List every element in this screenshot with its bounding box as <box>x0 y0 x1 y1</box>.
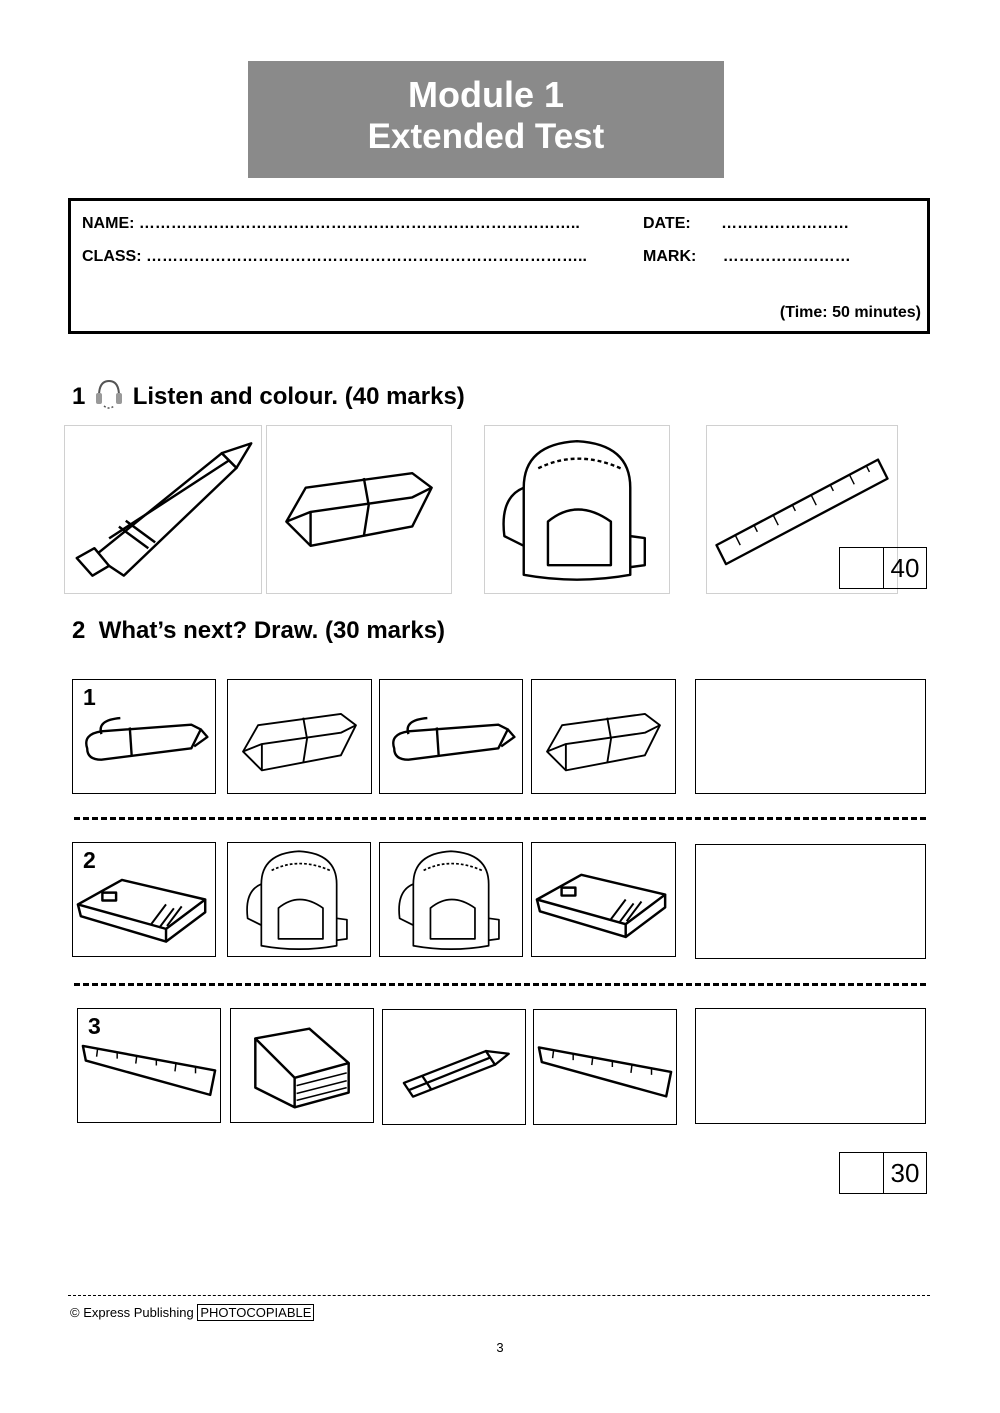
date-field[interactable]: …………………… <box>721 215 850 232</box>
headphones-icon <box>94 376 124 410</box>
row1-number: 1 <box>83 684 96 710</box>
row1-answer-box[interactable] <box>695 679 926 794</box>
photocopiable-label: PHOTOCOPIABLE <box>197 1304 314 1321</box>
exercise2-title: What’s next? Draw. (30 marks) <box>98 617 446 644</box>
exercise1-score-total: 40 <box>890 552 920 583</box>
row3-number: 3 <box>88 1013 101 1039</box>
exercise1-heading <box>72 376 465 411</box>
class-label: CLASS: <box>82 248 142 265</box>
student-info-box <box>68 198 930 334</box>
row1-cell4-rubber <box>531 679 676 794</box>
footer-divider <box>68 1295 930 1296</box>
copyright-text: © Express Publishing <box>70 1305 194 1320</box>
page-number: 3 <box>496 1340 504 1355</box>
row-divider <box>74 817 926 820</box>
row-divider <box>74 983 926 986</box>
exercise1-number: 1 <box>72 383 86 410</box>
row1-cell3-pen <box>379 679 523 794</box>
exercise2-score-total: 30 <box>890 1157 920 1188</box>
title-banner <box>248 61 724 178</box>
row3-cell1-ruler <box>77 1008 221 1123</box>
exercise2-score-blank[interactable] <box>840 1153 884 1193</box>
row3-cell3-pencil <box>382 1009 526 1125</box>
row2-cell2-schoolbag <box>227 842 371 957</box>
exercise1-title: Listen and colour. (40 marks) <box>132 383 465 410</box>
exercise1-score-box <box>839 547 927 589</box>
row3-cell2-book <box>230 1008 374 1123</box>
row1-cell1-pen <box>72 679 216 794</box>
time-note: (Time: 50 minutes) <box>779 304 921 321</box>
pencil-picture[interactable] <box>64 425 262 594</box>
class-field[interactable]: ……………………………………………………………………….. <box>146 248 587 265</box>
date-label: DATE: <box>643 215 691 232</box>
row2-number: 2 <box>83 847 96 873</box>
row3-answer-box[interactable] <box>695 1008 926 1124</box>
footer <box>70 1305 314 1320</box>
row2-cell3-schoolbag <box>379 842 523 957</box>
row1-cell2-rubber <box>227 679 372 794</box>
exercise2-number: 2 <box>72 617 86 644</box>
exercise2-score-box <box>839 1152 927 1194</box>
name-field[interactable]: ……………………………………………………………………….. <box>138 215 580 232</box>
row2-answer-box[interactable] <box>695 844 926 959</box>
row2-cell4-pencil-case <box>531 842 676 957</box>
schoolbag-picture[interactable] <box>484 425 670 594</box>
module-title: Module 1 <box>407 74 564 115</box>
exercise2-heading <box>72 617 445 645</box>
rubber-picture[interactable] <box>266 425 452 594</box>
mark-label: MARK: <box>643 248 697 265</box>
row2-cell1-pencil-case <box>72 842 216 957</box>
row3-cell4-ruler <box>533 1009 677 1125</box>
mark-field[interactable]: …………………… <box>722 248 851 265</box>
name-label: NAME: <box>82 215 135 232</box>
exercise1-score-blank[interactable] <box>840 548 884 588</box>
test-subtitle: Extended Test <box>367 117 605 156</box>
